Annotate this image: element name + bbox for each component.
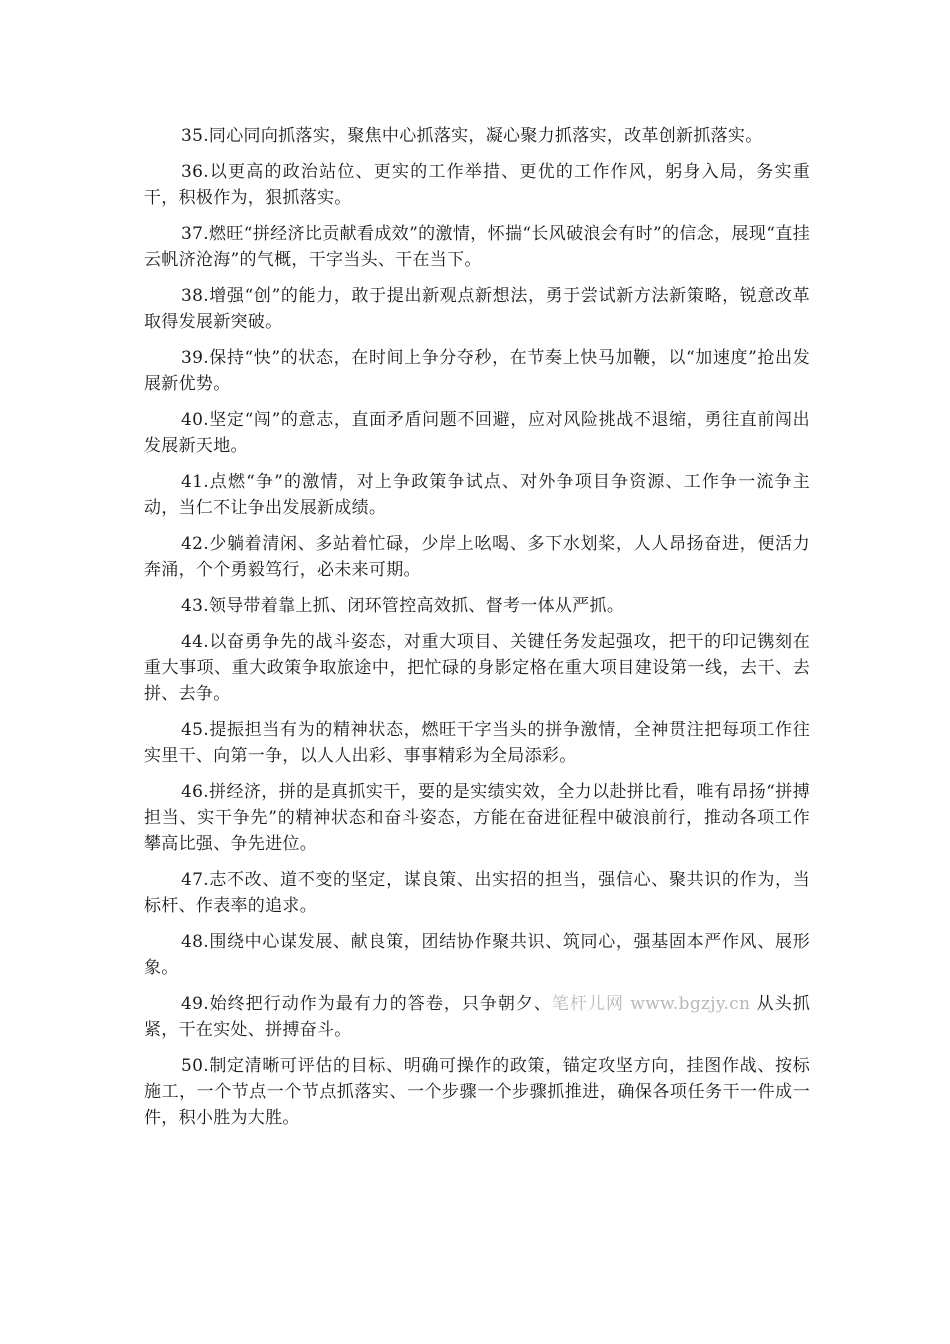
paragraph-50: 50.制定清晰可评估的目标、明确可操作的政策，锚定攻坚方向，挂图作战、按标施工，一个节点一个节点抓落实、一个步骤一个步骤抓推进，确保各项任务干一件成一件，积小胜为大胜。 (144, 1056, 810, 1128)
paragraph-44: 44.以奋勇争先的战斗姿态，对重大项目、关键任务发起强攻，把干的印记镌刻在重大事项、重大政策争取旅途中，把忙碌的身影定格在重大项目建设第一线，去干、去拼、去争。 (144, 632, 810, 704)
paragraph-46: 46.拼经济，拼的是真抓实干，要的是实绩实效，全力以赴拼比看，唯有昂扬“拼搏担当、实干争先”的精神状态和奋斗姿态，方能在奋进征程中破浪前行，推动各项工作攀高比强、争先进位。 (144, 782, 810, 854)
paragraph-49 (144, 991, 810, 1043)
paragraph-43: 43.领导带着靠上抓、闭环管控高效抓、督考一体从严抓。 (181, 596, 625, 616)
site-watermark: 笔杆儿网 www.bgzjy.cn (551, 994, 751, 1014)
paragraph-49-after: 从头抓紧，干在实处、拼搏奋斗。 (144, 994, 810, 1040)
paragraph-49-before: 49.始终把行动作为最有力的答卷，只争朝夕、 (181, 994, 552, 1014)
paragraph-48: 48.围绕中心谋发展、献良策，团结协作聚共识、筑同心，强基固本严作风、展形象。 (144, 932, 810, 978)
paragraph-35: 35.同心同向抓落实，聚焦中心抓落实，凝心聚力抓落实，改革创新抓落实。 (181, 126, 763, 146)
document-body (144, 123, 810, 1141)
paragraph-38: 38.增强“创”的能力，敢于提出新观点新想法，勇于尝试新方法新策略，锐意改革取得发展新突破。 (144, 286, 810, 332)
paragraph-39: 39.保持“快”的状态，在时间上争分夺秒，在节奏上快马加鞭，以“加速度”抢出发展新优势。 (144, 348, 810, 394)
paragraph-36: 36.以更高的政治站位、更实的工作举措、更优的工作作风，躬身入局，务实重干，积极作为，狠抓落实。 (144, 162, 810, 208)
paragraph-40: 40.坚定“闯”的意志，直面矛盾问题不回避，应对风险挑战不退缩，勇往直前闯出发展新天地。 (144, 410, 810, 456)
paragraph-42: 42.少躺着清闲、多站着忙碌，少岸上吆喝、多下水划桨，人人昂扬奋进，便活力奔涌，个个勇毅笃行，必未来可期。 (144, 534, 810, 580)
paragraph-41: 41.点燃“争”的激情，对上争政策争试点、对外争项目争资源、工作争一流争主动，当仁不让争出发展新成绩。 (144, 472, 810, 518)
paragraph-37: 37.燃旺“拼经济比贡献看成效”的激情，怀揣“长风破浪会有时”的信念，展现“直挂云帆济沧海”的气概，干字当头、干在当下。 (144, 224, 810, 270)
paragraph-45: 45.提振担当有为的精神状态，燃旺干字当头的拼争激情，全神贯注把每项工作往实里干、向第一争，以人人出彩、事事精彩为全局添彩。 (144, 720, 810, 766)
paragraph-47: 47.志不改、道不变的坚定，谋良策、出实招的担当，强信心、聚共识的作为，当标杆、作表率的追求。 (144, 870, 810, 916)
